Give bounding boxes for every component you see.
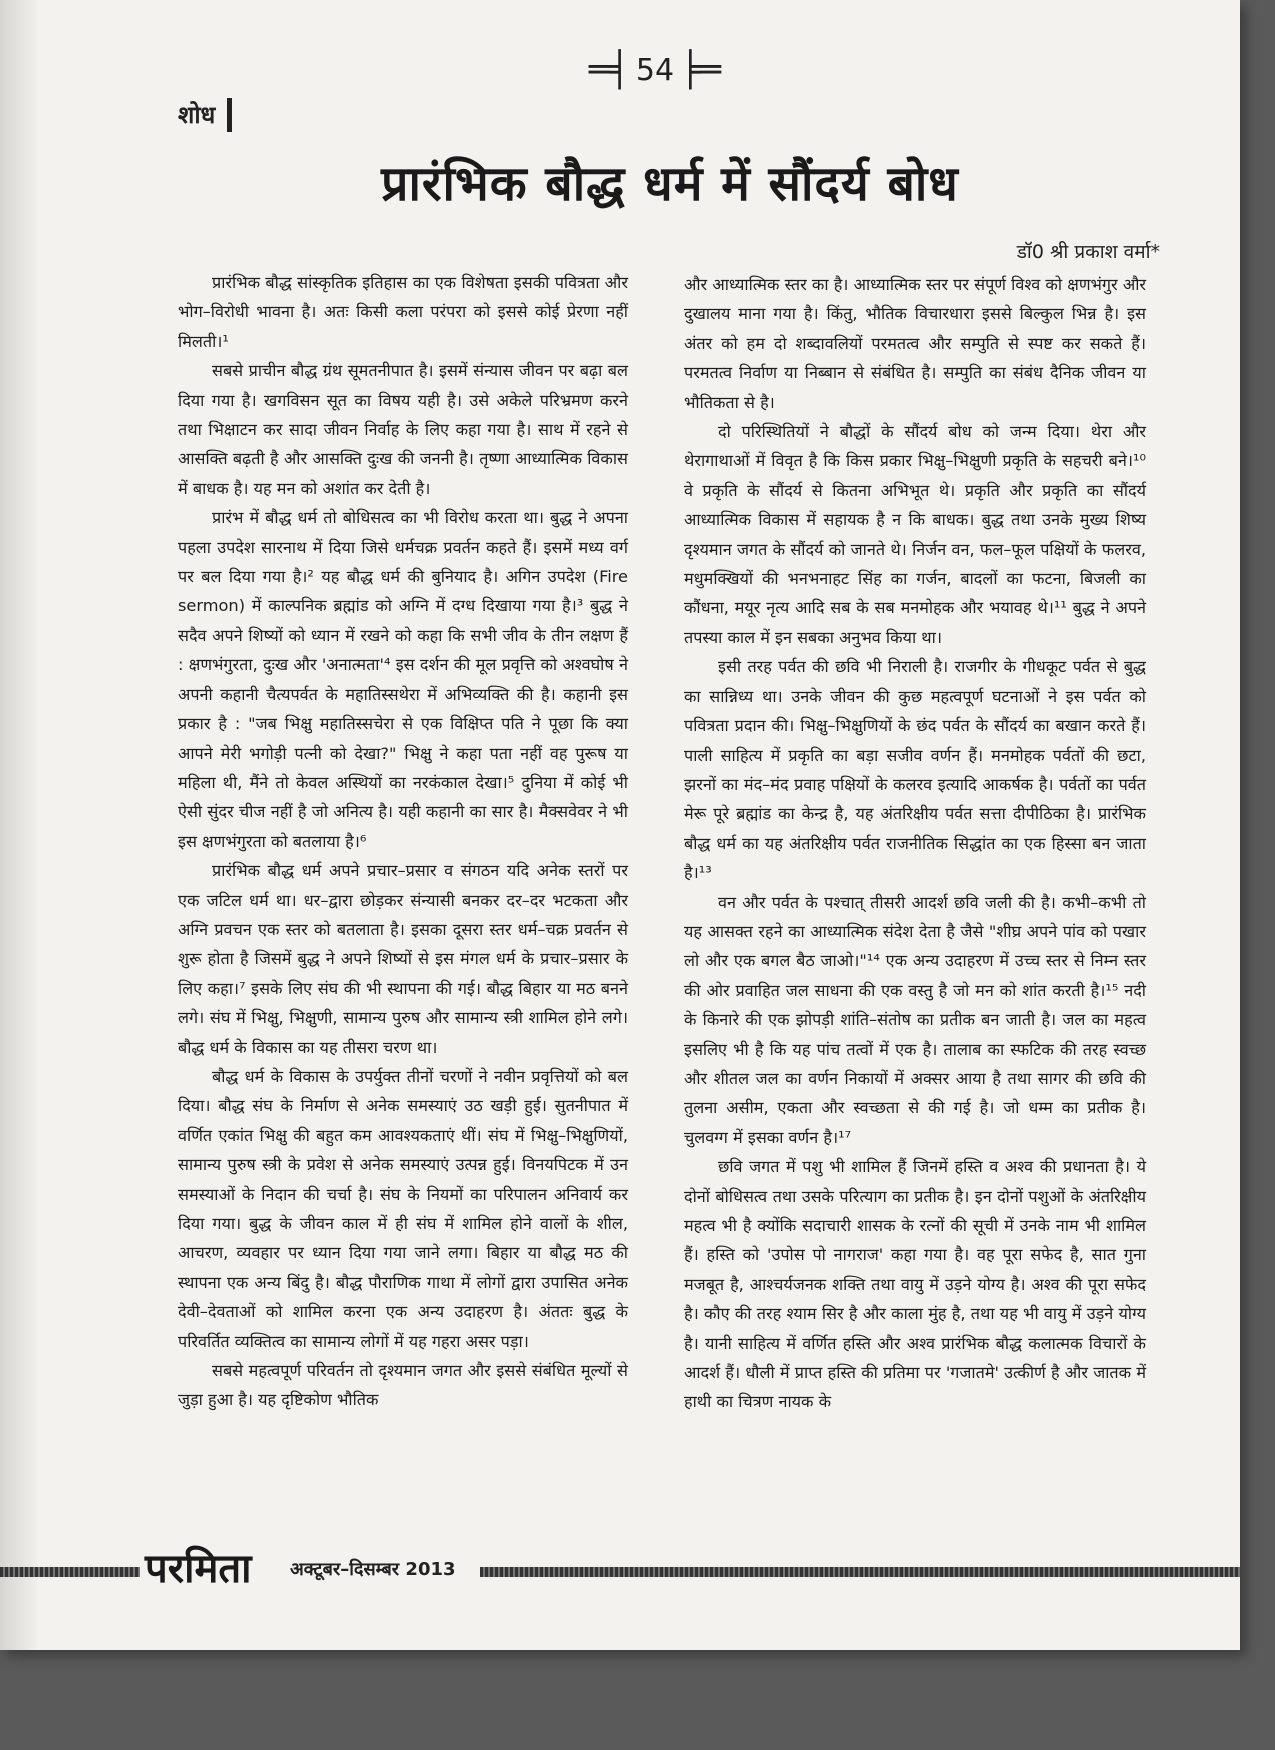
binding-shadow	[0, 0, 40, 1650]
paragraph: इसी तरह पर्वत की छवि भी निराली है। राजगीर के गीधकूट पर्वत से बुद्ध का सान्निध्य था। उनके जीवन की कुछ महत्वपूर्ण घटनाओं ने इस पर्वत को पवित्रता प्रदान की। भिक्षु–भिक्षुणियों के छंद पर्वत के सौंदर्य का बखान करते हैं। पाली साहित्य में प्रकृति का बड़ा सजीव वर्णन हैं। मनमोहक पर्वतों की छटा, झरनों का मंद–मंद प्रवाह पक्षियों के कलरव इत्यादि आकर्षक है। पर्वतों का पर्वत मेरू पूरे ब्रह्मांड का केन्द्र है, यह अंतरिक्षीय पर्वत सत्ता दीपीठिका है। प्रारंभिक बौद्ध धर्म का यह अंतरिक्षीय पर्वत राजनीतिक सिद्धांत का एक हिस्सा बन जाता है।¹³	[684, 657, 1146, 883]
article-title: प्रारंभिक बौद्ध धर्म में सौंदर्य बोध	[381, 156, 959, 212]
paragraph: सबसे महत्वपूर्ण परिवर्तन तो दृश्यमान जगत और इससे संबंधित मूल्यों से जुड़ा हुआ है। यह दृष्टिकोण भौतिक	[178, 1361, 628, 1410]
footer-rule	[480, 1567, 1240, 1577]
section-label: शोध	[178, 98, 232, 132]
paragraph: वन और पर्वत के पश्चात् तीसरी आदर्श छवि जली की है। कभी–कभी तो यह आसक्त रहने का आध्यात्मिक संदेश देता है जैसे "शीघ्र अपने पांव को पखार लो और एक बगल बैठ जाओ।"¹⁴ एक अन्य उदाहरण में उच्च स्तर से निम्न स्तर की ओर प्रवाहित जल साधना की एक वस्तु है जो मन को शांत करती है।¹⁵ नदी के किनारे की एक झोपड़ी शांति–संतोष का प्रतीक बन जाती है। जल का महत्व इसलिए भी है कि यह पांच तत्वों में एक है। तालाब का स्फटिक की तरह स्वच्छ और शीतल जल का वर्णन निकायों में अक्सर आया है तथा सागर की छवि की तुलना असीम, एकता और स्वच्छता से की गई है। जो धम्म का प्रतीक है। चुलवग्ग में इसका वर्णन है।¹⁷	[684, 892, 1146, 1147]
paragraph: प्रारंभिक बौद्ध धर्म अपने प्रचार–प्रसार व संगठन यदि अनेक स्तरों पर एक जटिल धर्म था। धर–द्वारा छोड़कर संन्यासी बनकर दर–दर भटकता और अग्नि प्रवचन एक स्तर को बतलाता है। इसका दूसरा स्तर धर्म–चक्र प्रवर्तन से शुरू होता है जिसमें बुद्ध ने अपने शिष्यों से इस मंगल धर्म के प्रचार–प्रसार के लिए कहा।⁷ इसके लिए संघ की भी स्थापना की गई। बौद्ध बिहार या मठ बनने लगे। संघ में भिक्षु, भिक्षुणी, सामान्य पुरुष और सामान्य स्त्री शामिल होने लगे। बौद्ध धर्म के विकास का यह तीसरा चरण था।	[178, 861, 628, 1057]
paragraph: दो परिस्थितियों ने बौद्धों के सौंदर्य बोध को जन्म दिया। थेरा और थेरागाथाओं में विवृत है कि किस प्रकार भिक्षु–भिक्षुणी प्रकृति के सहचरी बने।¹⁰ वे प्रकृति के सौंदर्य से कितना अभिभूत थे। प्रकृति और प्रकृति का सौंदर्य आध्यात्मिक विकास में सहायक है न कि बाधक। बुद्ध तथा उनके मुख्य शिष्य दृश्यमान जगत के सौंदर्य को जानते थे। निर्जन वन, फल–फूल पक्षियों के फलरव, मधुमक्खियों की भनभनाहट सिंह का गर्जन, बादलों का फटना, बिजली का कौंधना, मयूर नृत्य आदि सब के सब मनमोहक और भयावह थे।¹¹ बुद्ध ने अपने तपस्या काल में इन सबका अनुभव किया था।	[684, 422, 1146, 647]
magazine-logo: परमिता	[145, 1546, 252, 1592]
footer	[0, 1546, 1240, 1592]
right-column	[684, 270, 1146, 1417]
article-author: डॉ0 श्री प्रकाश वर्मा*	[1016, 241, 1160, 263]
page-number-right-ornament: ╞═	[680, 50, 722, 90]
paragraph: छवि जगत में पशु भी शामिल हैं जिनमें हस्ति व अश्व की प्रधानता है। ये दोनों बोधिसत्व तथा उसके परित्याग का प्रतीक है। इन दोनों पशुओं के अंतरिक्षीय महत्व भी है क्योंकि सदाचारी शासक के रत्नों की सूची में उनके नाम भी शामिल हैं। हस्ति को 'उपोस पो नागराज' कहा गया है। वह पूरा सफेद है, सात गुना मजबूत है, आश्चर्यजनक शक्ति तथा वायु में उड़ने योग्य है। अश्व की पूरा सफेद है। कौए की तरह श्याम सिर है और काला मुंह है, तथा यह भी वायु में उड़ने योग्य है। यानी साहित्य में वर्णित हस्ति और अश्व प्रारंभिक बौद्ध कलात्मक विचारों के आदर्श हैं। धौली में प्राप्त हस्ति की प्रतिमा पर 'गजातमे' उत्कीर्ण है और जातक में हाथी का चित्रण नायक के	[684, 1157, 1146, 1412]
paragraph: प्रारंभ में बौद्ध धर्म तो बोधिसत्व का भी विरोध करता था। बुद्ध ने अपना पहला उपदेश सारनाथ में दिया जिसे धर्मचक्र प्रवर्तन कहते हैं। इसमें मध्य वर्ग पर बल दिया गया है।² यह बौद्ध धर्म की बुनियाद है। अगिन उपदेश (Fire sermon) में काल्पनिक ब्रह्मांड को अग्नि में दग्ध दिखाया गया है।³ बुद्ध ने सदैव अपने शिष्यों को ध्यान में रखने को कहा कि सभी जीव के तीन लक्षण हैं : क्षणभंगुरता, दुःख और 'अनात्मता'⁴ इस दर्शन की मूल प्रवृत्ति को अश्वघोष ने अपनी कहानी चैत्यपर्वत के महातिस्सथेरा में अभिव्यक्ति की है। कहानी इस प्रकार है : "जब भिक्षु महातिस्सचेरा से एक विक्षिप्त पति ने पूछा कि क्या आपने मेरी भगोड़ी पत्नी को देखा?" भिक्षु ने कहा पता नहीं वह पुरूष या महिला थी, मैंने तो केवल अस्थियों का नरकंकाल देखा।⁵ दुनिया में कोई भी ऐसी सुंदर चीज नहीं है जो अनित्य है। यही कहानी का सार है। मैक्सवेवर ने भी इस क्षणभंगुरता को बतलाया है।⁶	[178, 508, 628, 851]
paragraph: सबसे प्राचीन बौद्ध ग्रंथ सूमतनीपात है। इसमें संन्यास जीवन पर बढ़ा बल दिया गया है। खगविसन सूत का विषय यही है। उसे अकेले परिभ्रमण करने तथा भिक्षाटन कर सादा जीवन निर्वाह के लिए कहा गया है। साथ में रहने से आसक्ति बढ़ती है और आसक्ति दुःख की जननी है। तृष्णा आध्यात्मिक विकास में बाधक है। यह मन को अशांत कर देती है।	[178, 361, 628, 498]
paragraph: बौद्ध धर्म के विकास के उपर्युक्त तीनों चरणों ने नवीन प्रवृत्तियों को बल दिया। बौद्ध संघ के निर्माण से अनेक समस्याएं उठ खड़ी हुई। सुतनीपात में वर्णित एकांत भिक्षु की बहुत कम आवश्यकताएं थीं। संघ में भिक्षु–भिक्षुणियों, सामान्य पुरुष स्त्री के प्रवेश से अनेक समस्याएं उत्पन्न हुई। विनयपिटक में उन समस्याओं के निदान की चर्चा है। संघ के नियमों का परिपालन अनिवार्य कर दिया गया। बुद्ध के जीवन काल में ही संघ में शामिल होने वालों के शील, आचरण, व्यवहार पर ध्यान दिया गया जाने लगा। बिहार या बौद्ध मठ की स्थापना एक अन्य बिंदु है। बौद्ध पौराणिक गाथा में लोगों द्वारा उपासित अनेक देवी–देवताओं को शामिल करना एक अन्य उदाहरण है। अंततः बुद्ध के परिवर्तित व्यक्तित्व का सामान्य लोगों में यह गहरा असर पड़ा।	[178, 1066, 628, 1351]
footer-rule	[0, 1567, 140, 1577]
page-number: 54	[635, 52, 675, 88]
page-number-ornament	[560, 40, 750, 100]
page-number-left-ornament: ═╡	[588, 50, 630, 90]
left-column	[178, 268, 628, 1415]
paragraph: प्रारंभिक बौद्ध सांस्कृतिक इतिहास का एक विशेषता इसकी पवित्रता और भोग–विरोधी भावना है। अतः किसी कला परंपरा को इससे कोई प्रेरणा नहीं मिलती।¹	[178, 273, 628, 351]
paragraph: और आध्यात्मिक स्तर का है। आध्यात्मिक स्तर पर संपूर्ण विश्व को क्षणभंगुर और दुखालय माना गया है। किंतु, भौतिक विचारधारा इससे बिल्कुल भिन्न है। इस अंतर को हम दो शब्दावलियों परमतत्व और सम्पुति से स्पष्ट कर सकते हैं। परमतत्व निर्वाण या निब्बान से संबंधित है। सम्पुति का संबंध दैनिक जीवन या भौतिकता से है।	[684, 275, 1146, 412]
issue-date: अक्टूबर–दिसम्बर 2013	[290, 1559, 456, 1580]
